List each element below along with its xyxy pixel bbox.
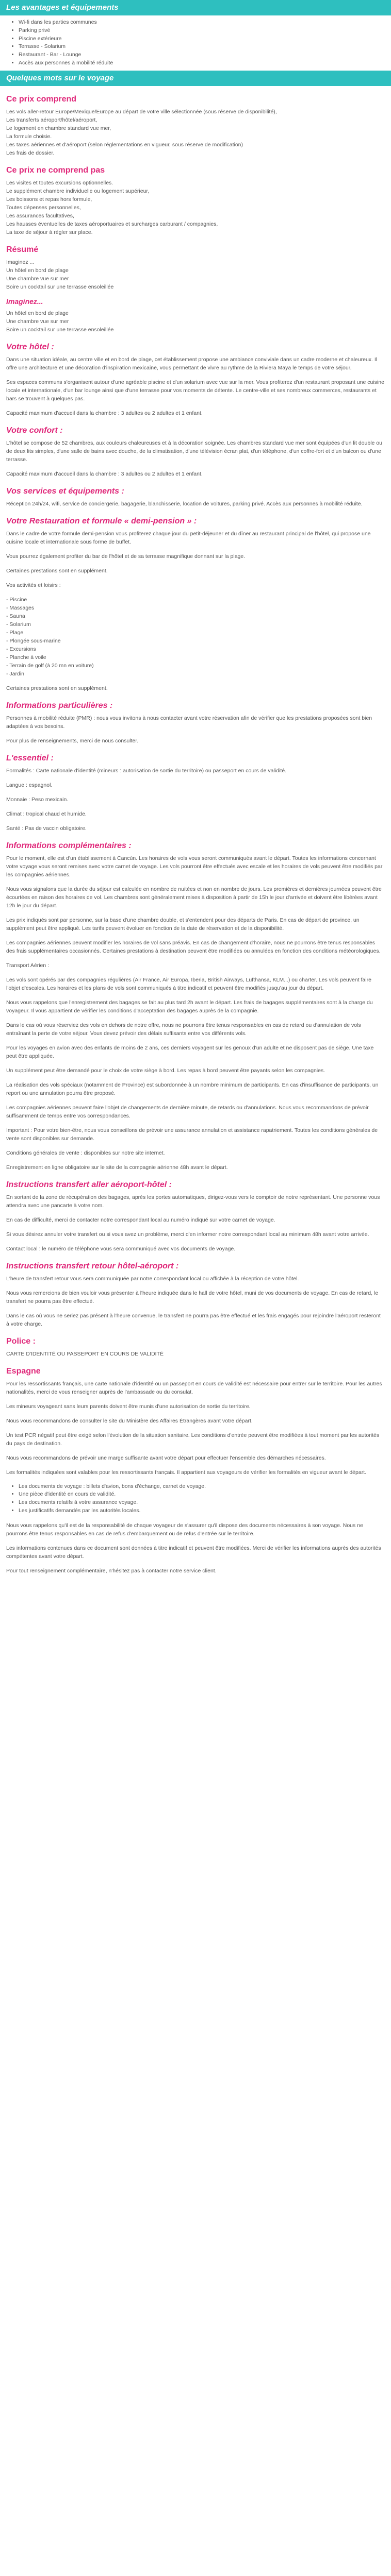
paragraph: Les informations contenues dans ce document sont données à titre indicatif et peuvent être modifiées. Merci de vérifier les informations auprès des autorités compétentes avant votre départ. — [6, 1545, 381, 1560]
list-item: • Piscine extérieure — [19, 35, 385, 43]
activity-item: - Massages — [6, 604, 35, 611]
paragraph: Personnes à mobilité réduite (PMR) : nous vous invitons à nous contacter avant votre réservation afin de vérifier que les prestations proposées sont bien adaptées à vos besoins. — [6, 715, 372, 730]
paragraph: En cas de difficulté, merci de contacter notre correspondant local au numéro indiqué sur votre carnet de voyage. — [6, 1216, 275, 1223]
text-line: Le supplément chambre individuelle ou logement supérieur, — [6, 188, 150, 194]
list-item: • Parking privé — [19, 27, 385, 35]
heading-hotel: Votre hôtel : — [6, 342, 54, 351]
paragraph: Capacité maximum d'accueil dans la chambre : 3 adultes ou 2 adultes et 1 enfant. — [6, 470, 203, 477]
paragraph: Dans le cas où vous réserviez des vols en dehors de notre offre, nous ne pourrons être tenus responsables en cas de retard ou d'annulation de vols entraînant la perte de votre séjour. Vous devez prévoir des délais suffisants entre vos différents vols. — [6, 1022, 361, 1037]
text-line: La formule choisie. — [6, 133, 52, 140]
heading-police: Police : — [6, 1336, 36, 1346]
paragraph: Les vols sont opérés par des compagnies régulières (Air France, Air Europa, Iberia, British Airways, Lufthansa, KLM...) ou charter. Les vols peuvent faire l'objet d'escales. Les horaires et les plans de vols sont communiqués à titre indicatif et peuvent être modifiés jusqu'au jour du départ. — [6, 976, 371, 991]
list-item: • Terrasse - Solarium — [19, 43, 385, 51]
paragraph: Nous vous recommandons de consulter le site du Ministère des Affaires Étrangères avant votre départ. — [6, 1417, 253, 1424]
paragraph: Dans le cas où vous ne seriez pas présent à l'heure convenue, le transfert ne pourra pas être effectué et les frais engagés pour rejoindre l'aéroport resteront à votre charge. — [6, 1312, 381, 1327]
text-line: Les frais de dossier. — [6, 149, 55, 156]
activity-item: - Terrain de golf (à 20 mn en voiture) — [6, 662, 94, 669]
paragraph: Important : Pour votre bien-être, nous vous conseillons de prévoir une assurance annulation et assistance rapatriement. Toutes les conditions générales de vente sont disponibles sur demande. — [6, 1127, 378, 1142]
activity-item: - Excursions — [6, 646, 36, 652]
paragraph: Si vous désirez annuler votre transfert ou si vous avez un problème, merci d'en informer notre correspondant local au minimum 48h avant votre arrivée. — [6, 1231, 369, 1238]
activity-item: - Sauna — [6, 613, 25, 619]
text-line: Les visites et toutes excursions optionnelles. — [6, 179, 113, 186]
text-line: Les hausses éventuelles de taxes aéroportuaires et surcharges carburant / compagnies, — [6, 221, 218, 227]
paragraph: Capacité maximum d'accueil dans la chambre : 3 adultes ou 2 adultes et 1 enfant. — [6, 410, 203, 416]
advantages-list — [6, 19, 385, 67]
heading-price-excludes: Ce prix ne comprend pas — [6, 165, 105, 175]
list-item: • Accès aux personnes à mobilité réduite — [19, 59, 385, 67]
list-item: • Les justificatifs demandés par les autorités locales. — [19, 1507, 385, 1515]
paragraph: Pour tout renseignement complémentaire, n'hésitez pas à contacter notre service client. — [6, 1567, 217, 1574]
paragraph: Les formalités indiquées sont valables pour les ressortissants français. Il appartient aux voyageurs de vérifier les formalités en vigueur avant le départ. — [6, 1469, 367, 1476]
text-line: Les taxes aériennes et d'aéroport (selon réglementations en vigueur, sous réserve de modification) — [6, 141, 243, 148]
heading-price-includes: Ce prix comprend — [6, 94, 77, 104]
paragraph: L'heure de transfert retour vous sera communiquée par notre correspondant local ou affichée à la réception de votre hôtel. — [6, 1275, 299, 1282]
text-line: La taxe de séjour à régler sur place. — [6, 229, 93, 235]
section-band-trip: Quelques mots sur le voyage — [0, 71, 391, 86]
activity-item: - Planche à voile — [6, 654, 46, 660]
heading-comfort: Votre confort : — [6, 426, 63, 435]
text-line: Un hôtel en bord de plage — [6, 267, 69, 274]
text-line: Imaginez ... — [6, 259, 35, 265]
heading-essential: L'essentiel : — [6, 753, 54, 762]
paragraph: Pour plus de renseignements, merci de nous consulter. — [6, 737, 139, 744]
paragraph: Les prix indiqués sont par personne, sur la base d'une chambre double, et s'entendent pour des départs de Paris. En cas de départ de province, un supplément peut être appliqué. Les tarifs peuvent évoluer en fonction de la date de réservation et de la disponibilité. — [6, 917, 360, 931]
activity-item: - Jardin — [6, 670, 25, 677]
heading-transfer-return: Instructions transfert retour hôtel-aéroport : — [6, 1261, 179, 1270]
list-item: • Les documents de voyage : billets d'avion, bons d'échange, carnet de voyage. — [19, 1483, 385, 1491]
text-line: Les assurances facultatives, — [6, 212, 74, 219]
list-item: • Une pièce d'identité en cours de validité. — [19, 1490, 385, 1499]
activity-item: - Plongée sous-marine — [6, 637, 61, 644]
paragraph: Les mineurs voyageant sans leurs parents doivent être munis d'une autorisation de sortie du territoire. — [6, 1403, 251, 1410]
list-item: • Wi-fi dans les parties communes — [19, 19, 385, 27]
text-line: Les boissons et repas hors formule, — [6, 196, 92, 202]
text-line: Un hôtel en bord de plage — [6, 310, 69, 316]
text-line: Le logement en chambre standard vue mer, — [6, 125, 111, 131]
heading-imagine: Imaginez... — [6, 297, 43, 306]
paragraph: Pour les ressortissants français, une carte nationale d'identité ou un passeport en cours de validité est nécessaire pour entrer sur le territoire. Pour les autres nationalités, merci de vous renseigner auprès de l'ambassade ou du consulat. — [6, 1380, 382, 1395]
text-line: Une chambre vue sur mer — [6, 275, 69, 282]
activity-item: - Plage — [6, 629, 24, 636]
paragraph: Certaines prestations sont en supplément. — [6, 685, 108, 691]
activity-item: - Piscine — [6, 596, 27, 603]
paragraph: Dans une situation idéale, au centre ville et en bord de plage, cet établissement propose une ambiance conviviale dans un cadre moderne et chaleureux. Il offre une architecture et une décoration d'inspiration mexicaine, vous permettant de vivre au rythme de la Riviera Maya le temps de votre séjour. — [6, 356, 378, 371]
heading-particular-info: Informations particulières : — [6, 701, 113, 710]
paragraph: Vous pourrez également profiter du bar de l'hôtel et de sa terrasse magnifique donnant sur la plage. — [6, 553, 246, 560]
paragraph: Nous vous remercions de bien vouloir vous présenter à l'heure indiquée dans le hall de votre hôtel, muni de vos documents de voyage. En cas de retard, le transfert ne pourra pas être effectué. — [6, 1290, 379, 1304]
text-line: Toutes dépenses personnelles, — [6, 204, 81, 211]
paragraph: Formalités : Carte nationale d'identité (mineurs : autorisation de sortie du territoire) ou passeport en cours de validité. — [6, 767, 287, 774]
heading-complementary-info: Informations complémentaires : — [6, 841, 132, 850]
paragraph: Climat : tropical chaud et humide. — [6, 810, 87, 817]
paragraph: Enregistrement en ligne obligatoire sur le site de la compagnie aérienne 48h avant le départ. — [6, 1164, 228, 1171]
text-line: Les vols aller-retour Europe/Mexique/Europe au départ de votre ville sélectionnée (sous réserve de disponibilité), — [6, 108, 277, 115]
paragraph: Transport Aérien : — [6, 962, 50, 969]
paragraph: Monnaie : Peso mexicain. — [6, 796, 69, 803]
paragraph: Nous vous rappelons que l'enregistrement des bagages se fait au plus tard 2h avant le départ. Les frais de bagages supplémentaires sont à la charge du voyageur. Il vous appartient de vérifier les conditions d'acceptation des bagages auprès de la compagnie. — [6, 999, 373, 1014]
heading-transfer-arrival: Instructions transfert aller aéroport-hôtel : — [6, 1180, 172, 1189]
paragraph: Conditions générales de vente : disponibles sur notre site internet. — [6, 1149, 165, 1156]
paragraph: L'hôtel se compose de 52 chambres, aux couleurs chaleureuses et à la décoration soignée. Les chambres standard vue mer sont équipées d'un lit double ou de deux lits simples, d'une salle de bains avec douche, de la climatisation, d'une télévision écran plat, d'un téléphone, d'un coffre-fort et d'un balcon ou d'une terrasse. — [6, 439, 382, 463]
heading-summary: Résumé — [6, 245, 39, 254]
spain-documents-list — [6, 1483, 385, 1515]
paragraph: Pour les voyages en avion avec des enfants de moins de 2 ans, ces derniers voyagent sur les genoux d'un adulte et ne disposent pas de siège. Une taxe peut être appliquée. — [6, 1044, 374, 1059]
paragraph: En sortant de la zone de récupération des bagages, après les portes automatiques, dirigez-vous vers le comptoir de notre représentant. Une personne vous attendra avec une pancarte à votre nom. — [6, 1194, 380, 1209]
paragraph: Ses espaces communs s'organisent autour d'une agréable piscine et d'un solarium avec vue sur la mer. Vous profiterez d'un restaurant proposant une cuisine locale et internationale, d'un bar lounge ainsi que d'une terrasse pour vos moments de détente. Le centre-ville et ses nombreux commerces, restaurants et bars se trouvent à quelques pas. — [6, 379, 384, 402]
paragraph: Pour le moment, elle est d'un établissement à Cancún. Les horaires de vols vous seront communiqués avant le départ. Toutes les informations concernant votre voyage vous seront remises avec votre carnet de voyage. Les vols pourront être effectués avec escale et les horaires de vols peuvent être modifiés par les compagnies aériennes. — [6, 855, 383, 878]
list-item: • Restaurant - Bar - Lounge — [19, 51, 385, 59]
advantages-block — [0, 19, 391, 67]
paragraph: La réalisation des vols spéciaux (notamment de Province) est subordonnée à un nombre minimum de participants. En cas d'insuffisance de participants, un report ou une annulation pourra être proposé. — [6, 1081, 379, 1096]
text-line: CARTE D'IDENTITÉ OU PASSEPORT EN COURS DE VALIDITÉ — [6, 1350, 164, 1357]
text-line: Les transferts aéroport/hôtel/aéroport, — [6, 116, 97, 123]
section-band-advantages: Les avantages et équipements — [0, 0, 391, 15]
paragraph: Réception 24h/24, wifi, service de conciergerie, bagagerie, blanchisserie, location de voitures, parking privé. Accès aux personnes à mobilité réduite. — [6, 500, 363, 507]
paragraph: Vos activités et loisirs : — [6, 582, 61, 588]
paragraph: Les compagnies aériennes peuvent faire l'objet de changements de dernière minute, de retards ou d'annulations. Nous vous recommandons de prévoir suffisamment de temps entre vos correspondances. — [6, 1104, 369, 1119]
paragraph: Langue : espagnol. — [6, 782, 53, 788]
paragraph: Un test PCR négatif peut être exigé selon l'évolution de la situation sanitaire. Les conditions d'entrée peuvent être modifiées à tout moment par les autorités du pays de destination. — [6, 1432, 380, 1447]
text-line: Boire un cocktail sur une terrasse ensoleillée — [6, 326, 114, 333]
paragraph: Un supplément peut être demandé pour le choix de votre siège à bord. Les repas à bord peuvent être payants selon les compagnies. — [6, 1067, 325, 1074]
paragraph: Certaines prestations sont en supplément. — [6, 567, 108, 574]
text-line: Une chambre vue sur mer — [6, 318, 69, 325]
paragraph: Santé : Pas de vaccin obligatoire. — [6, 825, 87, 832]
text-line: Boire un cocktail sur une terrasse ensoleillée — [6, 283, 114, 290]
list-item: • Les documents relatifs à votre assurance voyage. — [19, 1499, 385, 1507]
paragraph: Nous vous signalons que la durée du séjour est calculée en nombre de nuitées et non en nombre de jours. Les premières et dernières journées peuvent être écourtées en raison des horaires de vol. Les chambres sont généralement mises à disposition à partir de 15h le jour d'arrivée et doivent être libérées avant 12h le jour du départ. — [6, 886, 382, 909]
paragraph: Nous vous rappelons qu'il est de la responsabilité de chaque voyageur de s'assurer qu'il dispose des documents nécessaires à son voyage. Nous ne pourrons être tenus responsables en cas de refus d'embarquement ou de refus d'entrée sur le territoire. — [6, 1522, 363, 1537]
paragraph: Les compagnies aériennes peuvent modifier les horaires de vol sans préavis. En cas de changement d'horaire, nous ne pourrons être tenus responsables des frais supplémentaires occasionnés. Certaines prestations à destination peuvent être modifiées ou annulées en fonction des conditions météorologiques. — [6, 939, 381, 954]
heading-restaurant: Votre Restauration et formule « demi-pension » : — [6, 516, 197, 526]
paragraph: Dans le cadre de votre formule demi-pension vous profiterez chaque jour du petit-déjeuner et du dîner au restaurant principal de l'hôtel, qui propose une cuisine locale et internationale sous forme de buffet. — [6, 530, 371, 545]
paragraph: Nous vous recommandons de prévoir une marge suffisante avant votre départ pour effectuer l'ensemble des démarches nécessaires. — [6, 1454, 326, 1461]
activity-item: - Solarium — [6, 621, 31, 628]
heading-spain: Espagne — [6, 1366, 41, 1376]
trip-details — [0, 94, 391, 1575]
paragraph: Contact local : le numéro de téléphone vous sera communiqué avec vos documents de voyage. — [6, 1245, 236, 1252]
heading-services: Vos services et équipements : — [6, 486, 124, 496]
